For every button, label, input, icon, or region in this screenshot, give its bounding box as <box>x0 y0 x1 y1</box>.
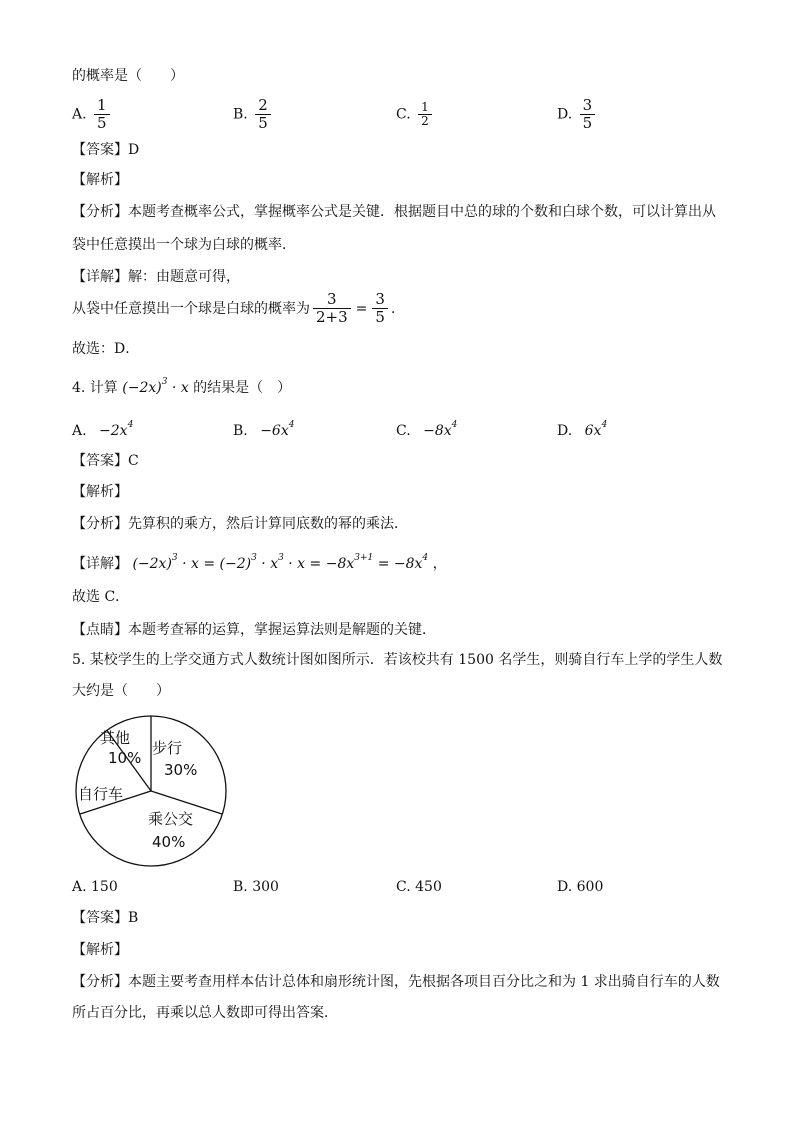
slice-label-other: 其他 <box>100 729 131 747</box>
q3-calculation: 从袋中任意摸出一个球是白球的概率为 $\frac{3}{2+3}$ = $\frac{3}{5}$ ． <box>72 290 405 326</box>
q4-detail: 【详解】 $(-2x)^3 \cdot x = (-2)^3 \cdot x^3 \cdot x = -8x^{3+1} = -8x^4$ ， <box>72 553 447 572</box>
q5-option-b[interactable]: B. 300 <box>233 879 279 895</box>
q3-stem-tail: 的概率是（ ） <box>72 68 184 84</box>
q3-detail: 【详解】解：由题意可得， <box>72 269 240 285</box>
fraction: $\frac{2}{5}$ <box>255 97 271 132</box>
fraction: $\frac{3}{5}$ <box>372 291 388 326</box>
q4-stem: 4. 计算 $(-2x)^3 \cdot x$ 的结果是（ ） <box>72 377 292 396</box>
q3-answer: 【答案】D <box>72 142 140 158</box>
q4-option-a[interactable]: A. $-2x^4$ <box>72 420 134 439</box>
q5-analysis-head: 【解析】 <box>72 942 128 958</box>
q3-option-c[interactable]: C. $\frac{1}{2}$ <box>396 101 435 128</box>
fraction: $\frac{1}{5}$ <box>94 97 110 132</box>
q5-stem-line2: 大约是（ ） <box>72 683 170 699</box>
q4-choose: 故选 C． <box>72 589 130 605</box>
fraction: $\frac{3}{5}$ <box>580 97 596 132</box>
fraction: $\frac{1}{2}$ <box>418 101 432 128</box>
fraction: $\frac{3}{2+3}$ <box>313 291 351 326</box>
slice-value-other: 10% <box>108 749 142 767</box>
q5-option-d[interactable]: D. 600 <box>557 879 604 895</box>
q5-analysis-line2: 所占百分比，再乘以总人数即可得出答案． <box>72 1005 338 1021</box>
q3-option-d[interactable]: D. $\frac{3}{5}$ <box>557 97 598 132</box>
pie-chart <box>70 715 232 871</box>
q3-choose: 故选：D． <box>72 341 140 357</box>
q3-analysis-line2: 袋中任意摸出一个球为白球的概率． <box>72 237 296 253</box>
pie-chart-svg <box>70 715 232 867</box>
q5-analysis-line1: 【分析】本题主要考查用样本估计总体和扇形统计图，先根据各项目百分比之和为 1 求出骑自行车的人数 <box>72 974 720 990</box>
q3-option-a[interactable]: A. $\frac{1}{5}$ <box>72 97 113 132</box>
slice-label-walk: 步行 <box>152 739 183 757</box>
q5-option-c[interactable]: C. 450 <box>396 879 442 895</box>
q4-option-d[interactable]: D. $6x^4$ <box>557 420 608 439</box>
q4-answer: 【答案】C <box>72 453 139 469</box>
slice-value-walk: 30% <box>164 761 198 779</box>
q4-comment: 【点睛】本题考查幂的运算，掌握运算法则是解题的关键． <box>72 622 436 638</box>
slice-label-bus: 乘公交 <box>148 810 194 828</box>
q4-option-b[interactable]: B. $-6x^4$ <box>233 420 295 439</box>
q5-option-a[interactable]: A. 150 <box>72 879 118 895</box>
slice-value-bus: 40% <box>152 833 186 851</box>
q5-stem-line1: 5. 某校学生的上学交通方式人数统计图如图所示．若该校共有 1500 名学生，则骑自行车上学的学生人数 <box>72 652 723 668</box>
q3-analysis-head: 【解析】 <box>72 172 128 188</box>
q4-option-c[interactable]: C. $-8x^4$ <box>396 420 458 439</box>
q3-option-b[interactable]: B. $\frac{2}{5}$ <box>233 97 274 132</box>
q4-analysis: 【分析】先算积的乘方，然后计算同底数的幂的乘法． <box>72 516 408 532</box>
q4-analysis-head: 【解析】 <box>72 484 128 500</box>
q5-answer: 【答案】B <box>72 910 139 926</box>
q3-analysis-line1: 【分析】本题考查概率公式，掌握概率公式是关键．根据题目中总的球的个数和白球个数，可以计算出从 <box>72 204 716 220</box>
q4-expression: $(-2x)^3 \cdot x$ <box>122 377 189 396</box>
slice-label-bike: 自行车 <box>78 785 124 803</box>
q4-detail-expression: $(-2x)^3 \cdot x = (-2)^3 \cdot x^3 \cdot x = -8x^{3+1} = -8x^4$ <box>132 553 429 572</box>
